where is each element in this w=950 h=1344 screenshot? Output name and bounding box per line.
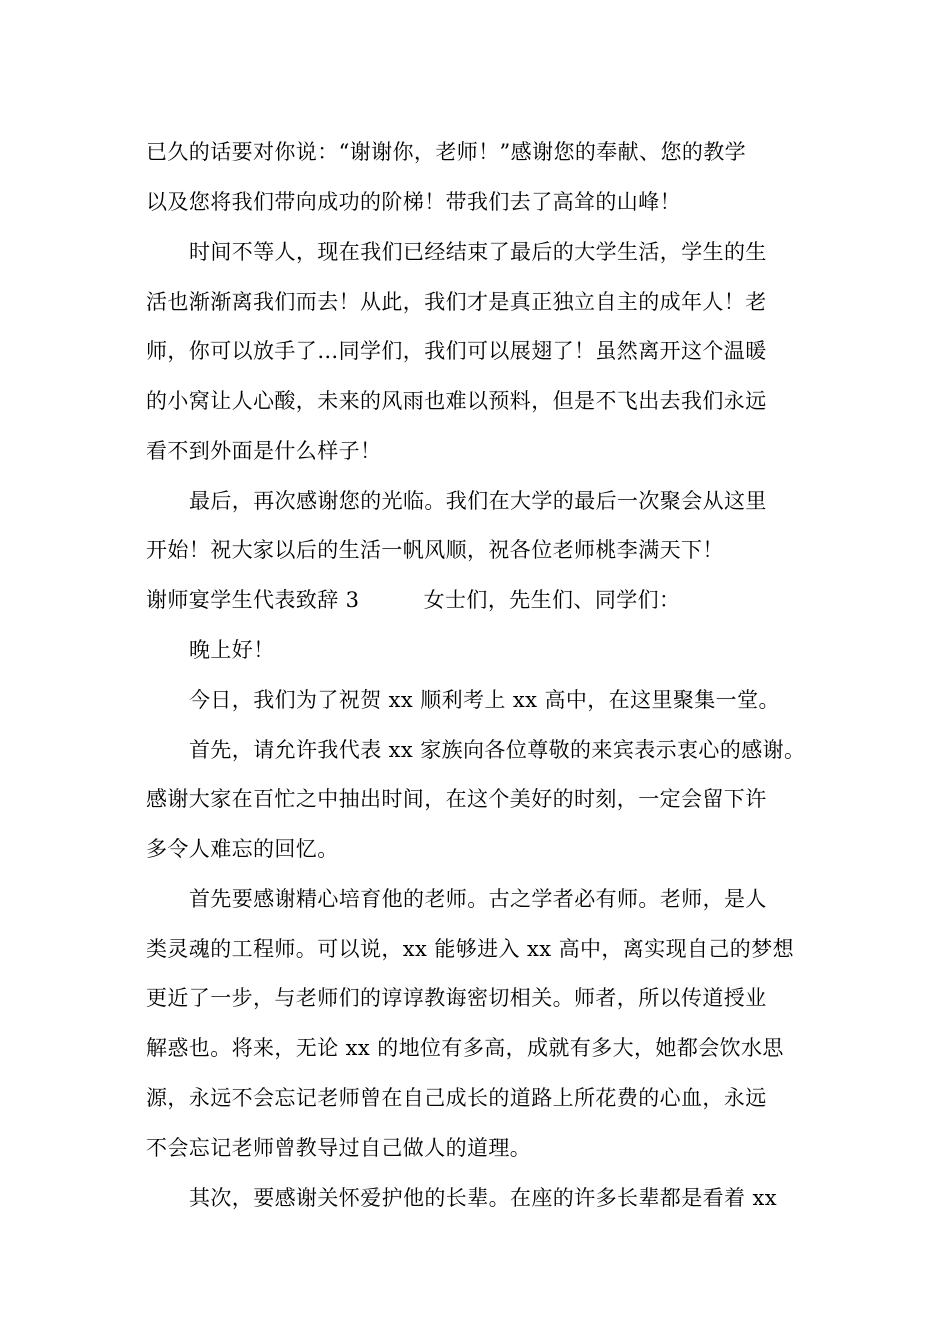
text-line: 看不到外面是什么样子！ bbox=[146, 439, 382, 463]
text-line: 类灵魂的工程师。可以说，xx 能够进入 xx 高中，离实现自己的梦想 bbox=[146, 937, 794, 961]
text-line: 源，永远不会忘记老师曾在自己成长的道路上所花费的心血，永远 bbox=[146, 1086, 767, 1110]
text-line: 的小窝让人心酸，未来的风雨也难以预料，但是不飞出去我们永远 bbox=[146, 389, 767, 413]
text-line: 多令人难忘的回忆。 bbox=[146, 837, 339, 861]
greeting-line: 晚上好！ bbox=[189, 638, 275, 662]
paragraph-start-line: 首先要感谢精心培育他的老师。古之学者必有师。老师，是人 bbox=[189, 887, 767, 911]
paragraph-start-line: 最后，再次感谢您的光临。我们在大学的最后一次聚会从这里 bbox=[189, 489, 767, 513]
text-line: 不会忘记老师曾教导过自己做人的道理。 bbox=[146, 1136, 532, 1160]
text-line: 感谢大家在百忙之中抽出时间，在这个美好的时刻，一定会留下许 bbox=[146, 787, 767, 811]
paragraph-start-line: 首先，请允许我代表 xx 家族向各位尊敬的来宾表示衷心的感谢。 bbox=[189, 738, 806, 762]
text-line: 开始！祝大家以后的生活一帆风顺，祝各位老师桃李满天下！ bbox=[146, 538, 724, 562]
paragraph-start-line: 今日，我们为了祝贺 xx 顺利考上 xx 高中，在这里聚集一堂。 bbox=[189, 688, 780, 712]
paragraph-start-line: 其次，要感谢关怀爱护他的长辈。在座的许多长辈都是看着 xx bbox=[189, 1186, 777, 1210]
text-line: 师，你可以放手了…同学们，我们可以展翅了！虽然离开这个温暖 bbox=[146, 339, 767, 363]
text-line: 已久的话要对你说：“谢谢你，老师！”感谢您的奉献、您的教学 bbox=[146, 140, 747, 164]
text-line: 以及您将我们带向成功的阶梯！带我们去了高耸的山峰！ bbox=[146, 190, 681, 214]
text-line: 活也渐渐离我们而去！从此，我们才是真正独立自主的成年人！老 bbox=[146, 290, 767, 314]
section-title-line: 谢师宴学生代表致辞 3 女士们，先生们、同学们： bbox=[146, 588, 681, 612]
text-line: 更近了一步，与老师们的谆谆教诲密切相关。师者，所以传道授业 bbox=[146, 986, 767, 1010]
text-line: 解惑也。将来，无论 xx 的地位有多高，成就有多大，她都会饮水思 bbox=[146, 1036, 784, 1060]
paragraph-start-line: 时间不等人，现在我们已经结束了最后的大学生活，学生的生 bbox=[189, 240, 767, 264]
